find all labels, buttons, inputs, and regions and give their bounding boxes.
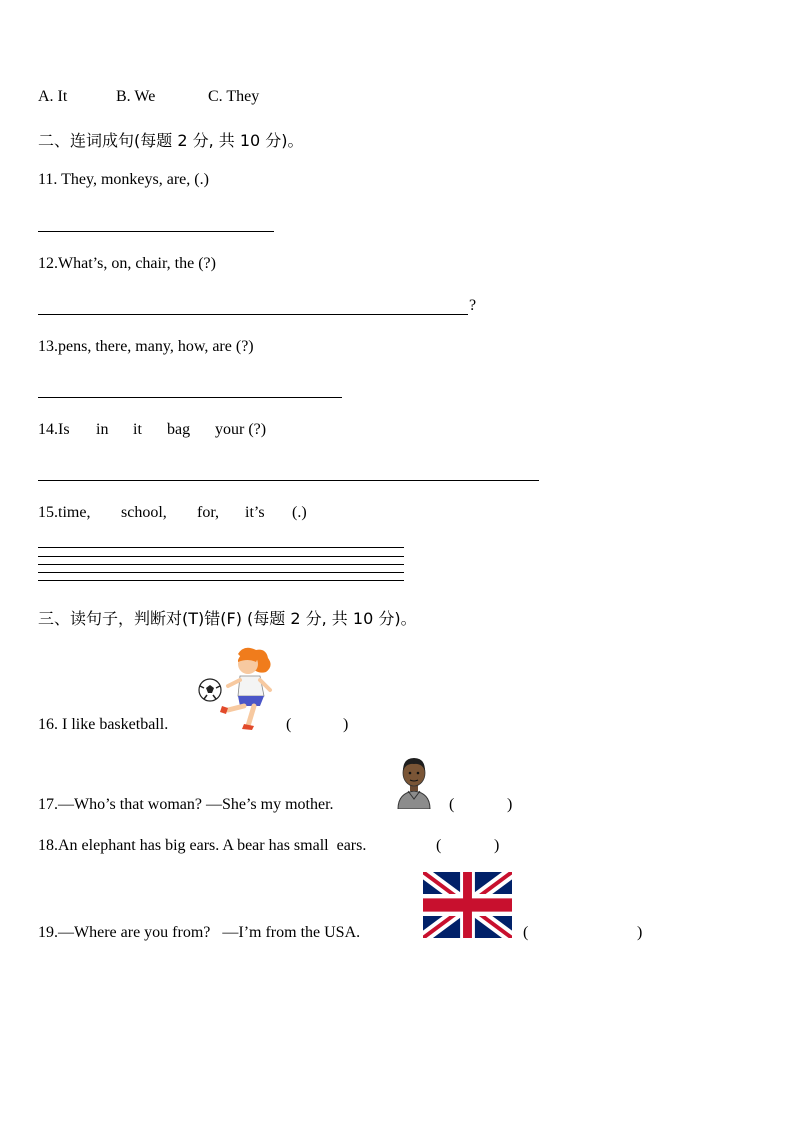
answer-line-15[interactable]: [38, 572, 404, 573]
section-2-title: 二、连词成句(每题 2 分, 共 10 分)。: [38, 131, 304, 150]
question-14-word: bag: [167, 421, 191, 438]
question-19: 19.—Where are you from? —I’m from the USA.: [38, 924, 361, 941]
question-14-word: 14.Is: [38, 421, 70, 438]
answer-line-14[interactable]: [38, 480, 539, 481]
answer-line-15[interactable]: [38, 564, 404, 565]
answer-paren-open: (: [286, 716, 292, 733]
section-3-title: 三、读句子，判断对(T)错(F) (每题 2 分, 共 10 分)。: [38, 609, 417, 628]
answer-paren-open: (: [523, 924, 529, 941]
question-15-word: school,: [121, 504, 167, 521]
question-13: 13.pens, there, many, how, are (?): [38, 338, 254, 355]
answer-paren-close: ): [637, 924, 643, 941]
question-14-word: your (?): [215, 421, 267, 438]
answer-paren-open: (: [436, 837, 442, 854]
question-18: 18.An elephant has big ears. A bear has small ears.: [38, 837, 367, 854]
answer-line-11[interactable]: [38, 231, 274, 232]
question-14-word: in: [96, 421, 109, 438]
answer-line-13[interactable]: [38, 397, 342, 398]
answer-paren-close: ): [343, 716, 349, 733]
question-15-word: it’s: [245, 504, 265, 521]
answer-line-15[interactable]: [38, 547, 404, 548]
question-15-word: (.): [292, 504, 307, 521]
option-a: A. It: [38, 88, 68, 105]
question-16: 16. I like basketball.: [38, 716, 169, 733]
answer-paren-open: (: [449, 796, 455, 813]
union-jack-flag-image: [423, 872, 512, 938]
question-11: 11. They, monkeys, are, (.): [38, 171, 209, 188]
option-c: C. They: [208, 88, 260, 105]
answer-paren-close: ): [494, 837, 500, 854]
question-12-mark: ?: [469, 297, 477, 314]
question-14-word: it: [133, 421, 142, 438]
answer-paren-close: ): [507, 796, 513, 813]
question-15-word: for,: [197, 504, 220, 521]
question-12: 12.What’s, on, chair, the (?): [38, 255, 216, 272]
question-17: 17.—Who’s that woman? —She’s my mother.: [38, 796, 334, 813]
question-15-word: 15.time,: [38, 504, 91, 521]
man-portrait-image: [394, 755, 434, 809]
answer-line-15[interactable]: [38, 556, 404, 557]
option-b: B. We: [116, 88, 156, 105]
girl-kicking-soccer-ball-image: [194, 644, 276, 732]
answer-line-15[interactable]: [38, 580, 404, 581]
answer-line-12[interactable]: [38, 314, 468, 315]
